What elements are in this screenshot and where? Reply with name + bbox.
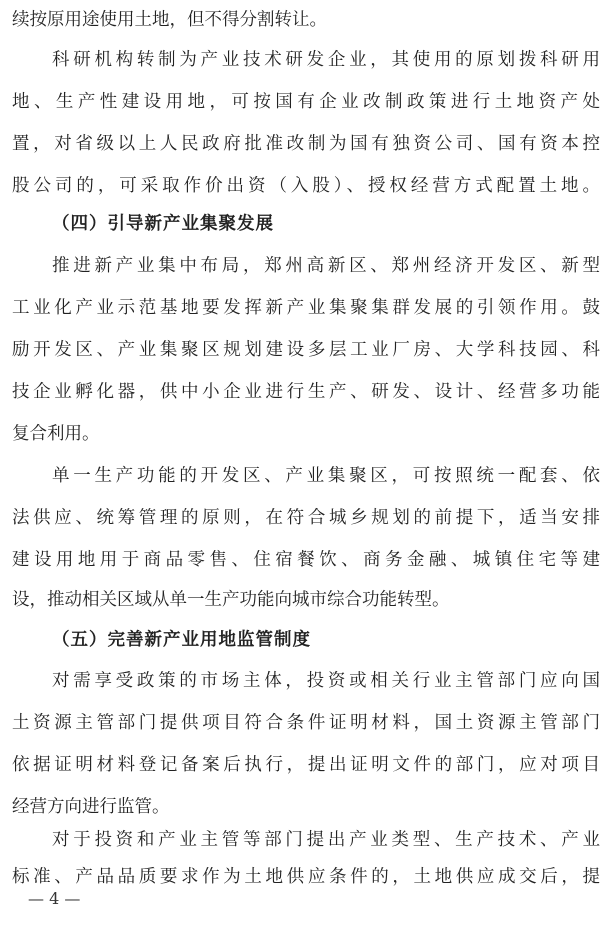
- paragraph-line: 标准、产品品质要求作为土地供应条件的，土地供应成交后，提: [12, 867, 600, 887]
- paragraph-line: 单一生产功能的开发区、产业集聚区，可按照统一配套、依: [52, 466, 600, 486]
- paragraph-line: 法供应、统筹管理的原则，在符合城乡规划的前提下，适当安排: [12, 508, 600, 528]
- paragraph-line: 地、生产性建设用地，可按国有企业改制政策进行土地资产处: [12, 92, 600, 112]
- paragraph-line: 土资源主管部门提供项目符合条件证明材料，国土资源主管部门: [12, 713, 600, 733]
- paragraph-line: 励开发区、产业集聚区规划建设多层工业厂房、大学科技园、科: [12, 340, 600, 360]
- paragraph-line: 续按原用途使用土地，但不得分割转让。: [12, 10, 327, 30]
- paragraph-line: 科研机构转制为产业技术研发企业，其使用的原划拨科研用: [52, 50, 600, 70]
- paragraph-line: 对需享受政策的市场主体，投资或相关行业主管部门应向国: [52, 671, 600, 691]
- paragraph-line: 股公司的，可采取作价出资（入股）、授权经营方式配置土地。: [12, 176, 600, 196]
- paragraph-line: 技企业孵化器，供中小企业进行生产、研发、设计、经营多功能: [12, 382, 600, 402]
- paragraph-line: 推进新产业集中布局，郑州高新区、郑州经济开发区、新型: [52, 256, 600, 276]
- paragraph-line: 经营方向进行监管。: [12, 797, 170, 817]
- paragraph-line: 建设用地用于商品零售、住宿餐饮、商务金融、城镇住宅等建: [12, 550, 600, 570]
- section-heading-5: （五）完善新产业用地监管制度: [52, 630, 311, 650]
- paragraph-line: 设，推动相关区域从单一生产功能向城市综合功能转型。: [12, 590, 450, 610]
- paragraph-line: 对于投资和产业主管等部门提出产业类型、生产技术、产业: [52, 830, 600, 850]
- section-heading-4: （四）引导新产业集聚发展: [52, 214, 274, 234]
- paragraph-line: 置，对省级以上人民政府批准改制为国有独资公司、国有资本控: [12, 134, 600, 154]
- paragraph-line: 复合利用。: [12, 424, 100, 444]
- paragraph-line: 工业化产业示范基地要发挥新产业集聚集群发展的引领作用。鼓: [12, 298, 600, 318]
- page-number: — 4 —: [28, 889, 81, 908]
- paragraph-line: 依据证明材料登记备案后执行，提出证明文件的部门，应对项目: [12, 755, 600, 775]
